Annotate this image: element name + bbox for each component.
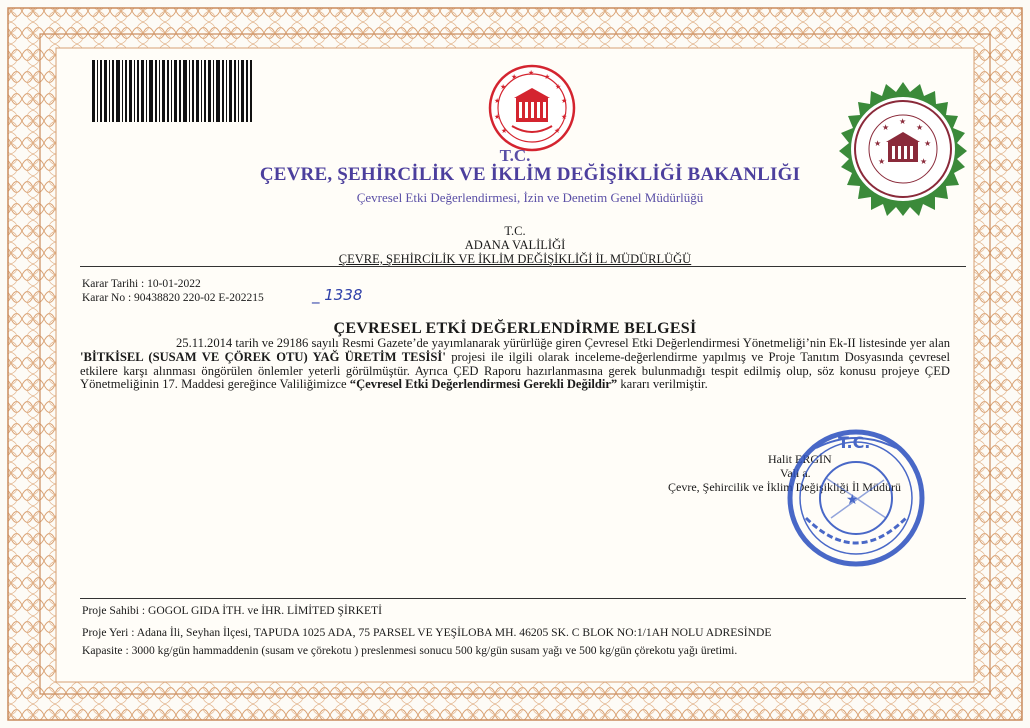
signatory-deputy: Vali a. xyxy=(780,466,811,480)
certificate-body xyxy=(80,337,950,392)
decision-number: Karar No : 90438820 220-02 E-202215 xyxy=(82,292,264,304)
svg-text:★: ★ xyxy=(544,73,551,81)
svg-text:★: ★ xyxy=(878,157,886,166)
svg-text:★: ★ xyxy=(501,127,508,135)
svg-text:★: ★ xyxy=(511,73,518,81)
ministry-title: ÇEVRE, ŞEHİRCİLİK VE İKLİM DEĞİŞİKLİĞİ BAKANLIĞI xyxy=(259,164,801,185)
svg-text:★: ★ xyxy=(899,117,907,126)
svg-text:★: ★ xyxy=(494,97,501,105)
governorship-label: ADANA VALİLİĞİ xyxy=(464,238,566,252)
provincial-directorate: ÇEVRE, ŞEHİRCİLİK VE İKLİM DEĞİŞİKLİĞİ İL MÜDÜRLÜĞÜ xyxy=(338,252,692,266)
svg-text:★: ★ xyxy=(555,83,562,91)
svg-text:★: ★ xyxy=(920,157,928,166)
svg-text:★: ★ xyxy=(874,139,882,148)
svg-text:★: ★ xyxy=(916,123,924,132)
svg-text:★: ★ xyxy=(924,139,932,148)
footer-divider xyxy=(80,598,966,599)
body-part-1: 25.11.2014 tarih ve 29186 sayılı Resmi Gazete’de yayımlanarak yürürlüğe giren Çevresel Etki Değerlendirmesi Yönetmeliği’nin Ek-II listesinde yer alan xyxy=(176,336,950,350)
tc-label: T.C. xyxy=(504,224,526,238)
body-part-2: projesi ile ilgili olarak inceleme-değerlendirme yapılmış ve Proje Tanıtım Dosyasında çevresel etkilere karşı alınması öngörülen önlemler yeterli görülmüştür. Ayrıca ÇED Raporu hazırlanmasına gerek bulunmadığı tespit edilmiş olup, söz konusu projeye ÇED Yönetmeliğinin 17. Maddesi gereğince Valiliğimizce xyxy=(80,349,951,392)
handwritten-number: _ 1338 xyxy=(312,286,363,304)
tc-top-label: T.C. xyxy=(499,146,531,165)
signatory-title: Çevre, Şehircilik ve İklim Değişikliği İl Müdürü xyxy=(668,480,901,494)
barcode-icon xyxy=(92,60,252,122)
general-directorate: Çevresel Etki Değerlendirmesi, İzin ve Denetim Genel Müdürlüğü xyxy=(356,190,704,205)
project-location: Proje Yeri : Adana İli, Seyhan İlçesi, TAPUDA 1025 ADA, 75 PARSEL VE YEŞİLOBA MH. 46205 SK. C BLOK NO:1/1AH NOLU ADRESİNDE xyxy=(82,626,772,639)
official-stamp-icon xyxy=(776,418,936,576)
svg-text:★: ★ xyxy=(528,69,535,77)
project-capacity: Kapasite : 3000 kg/gün hammaddenin (susam ve çörekotu ) preslenmesi sonucu 500 kg/gün susam yağı ve 500 kg/gün çörekotu yağı üretimi. xyxy=(82,644,738,657)
certificate-title: ÇEVRESEL ETKİ DEĞERLENDİRME BELGESİ xyxy=(333,320,697,337)
signatory-name: Halit ERGİN xyxy=(768,452,832,466)
project-owner: Proje Sahibi : GOGOL GIDA İTH. ve İHR. LİMİTED ŞİRKETİ xyxy=(82,604,382,617)
svg-text:★: ★ xyxy=(846,492,859,508)
svg-text:★: ★ xyxy=(554,127,561,135)
svg-text:★: ★ xyxy=(494,113,501,121)
svg-text:★: ★ xyxy=(500,83,507,91)
header-divider xyxy=(80,266,966,267)
project-name: 'BİTKİSEL (SUSAM VE ÇÖREK OTU) YAĞ ÜRETİM TESİSİ' xyxy=(80,349,446,364)
ministry-emblem-icon xyxy=(488,64,576,152)
decision-text: “Çevresel Etki Değerlendirmesi Gerekli Değildir” xyxy=(349,377,618,392)
svg-text:★: ★ xyxy=(561,97,568,105)
decision-date: Karar Tarihi : 10-01-2022 xyxy=(82,278,201,290)
svg-text:T.C.: T.C. xyxy=(838,433,871,452)
svg-text:★: ★ xyxy=(561,113,568,121)
svg-text:★: ★ xyxy=(882,123,890,132)
body-part-3: kararı verilmiştir. xyxy=(617,377,708,392)
